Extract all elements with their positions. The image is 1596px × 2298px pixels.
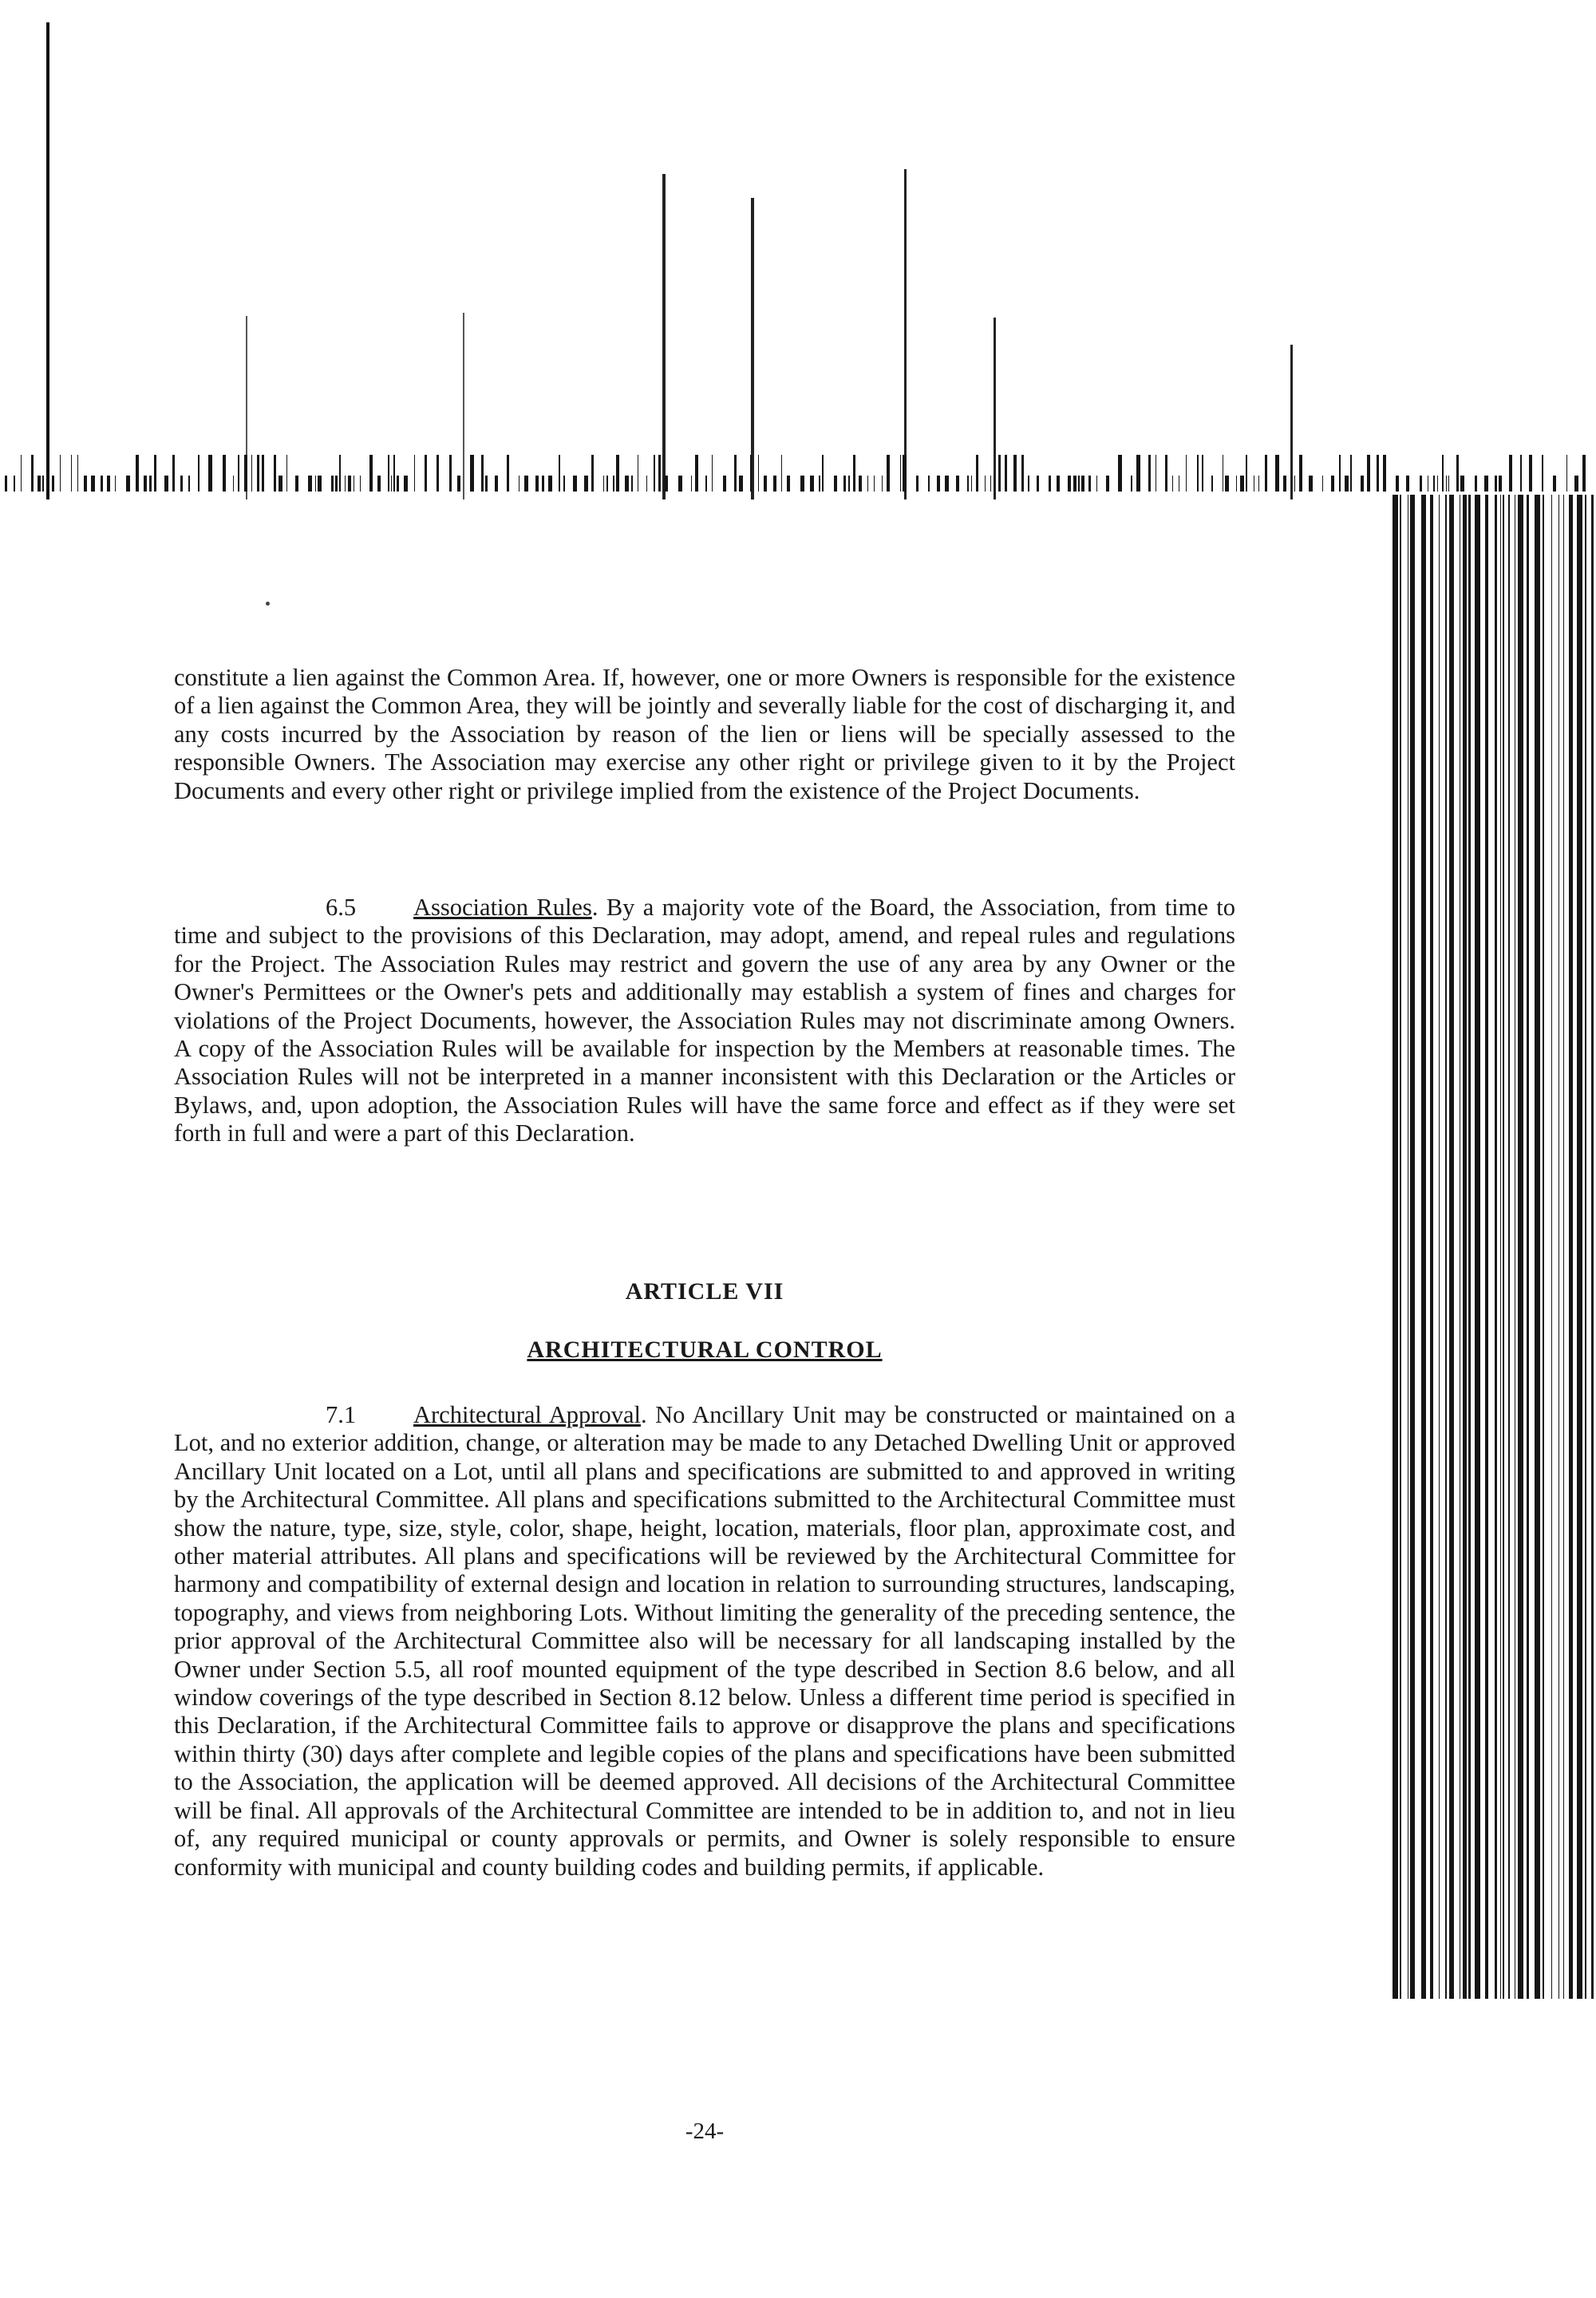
barcode-bar (485, 476, 488, 492)
barcode-bar (1393, 495, 1398, 1999)
barcode-bar (1430, 495, 1433, 1999)
barcode-bar (723, 476, 726, 492)
barcode-bar (208, 455, 212, 492)
barcode-bar (360, 476, 361, 492)
barcode-bar (1448, 476, 1449, 492)
barcode-bar (945, 476, 949, 492)
barcode-bar (481, 455, 484, 492)
barcode-bar (1446, 476, 1447, 492)
barcode-bar (1591, 495, 1594, 1999)
barcode-bar (781, 455, 782, 492)
barcode-bar (903, 455, 907, 492)
barcode-bar (874, 476, 875, 492)
barcode-bar (559, 455, 560, 492)
barcode-bar (1165, 455, 1167, 492)
barcode-bar (1566, 455, 1567, 492)
barcode-bar (1037, 476, 1039, 492)
barcode-bar (348, 476, 351, 492)
barcode-bar (654, 455, 655, 492)
barcode-bar (1535, 495, 1540, 1999)
barcode-bar (678, 476, 682, 492)
barcode-bar (238, 455, 239, 492)
barcode-bar (535, 476, 539, 492)
barcode-bar (172, 455, 175, 492)
barcode-bar (1460, 476, 1464, 492)
barcode-bar (345, 476, 346, 492)
barcode-bar (1400, 495, 1401, 1999)
barcode-bar (495, 476, 498, 492)
barcode-bar (1577, 495, 1582, 1999)
barcode-bar (705, 476, 707, 492)
barcode-bar (274, 455, 276, 492)
barcode-bar (822, 455, 824, 492)
barcode-bar (393, 455, 395, 492)
barcode-bar (563, 476, 565, 492)
barcode-bar (1339, 455, 1341, 492)
continuation-paragraph: constitute a lien against the Common Area. If, however, one or more Owners is responsible for the existence of a lien against the Common Area, they will be jointly and severally liable for the cost of discharging it, and any costs incurred by the Association by reason of the lien or liens will be specially assessed to the responsible Owners. The Association may exercise any other right or privilege given to it by the Project Documents and every other right or privilege implied from the existence of the Project Documents. (174, 664, 1235, 804)
barcode-bar (470, 455, 474, 492)
section-6-5 (174, 894, 1235, 1148)
barcode-bar (734, 455, 737, 492)
barcode-bar (1468, 495, 1471, 1999)
barcode-bar (691, 476, 692, 492)
barcode-bar (971, 476, 972, 492)
barcode-bar (1475, 495, 1480, 1999)
barcode-bar (1377, 455, 1379, 492)
barcode-bar (1543, 495, 1544, 1999)
barcode-bar (887, 455, 890, 492)
barcode-bar (616, 455, 619, 492)
barcode-bar (449, 455, 452, 492)
barcode-bar (149, 476, 152, 492)
barcode-bar (1013, 455, 1017, 492)
barcode-bar (646, 476, 647, 492)
barcode-bar (1258, 476, 1259, 492)
barcode-bar (1350, 455, 1352, 492)
barcode-bar (101, 476, 103, 492)
barcode-bar (1527, 495, 1529, 1999)
barcode-bar (1569, 495, 1573, 1999)
barcode-bar (1078, 476, 1080, 492)
barcode-bar (916, 476, 918, 492)
section-6-5-body: . By a majority vote of the Board, the Association, from time to time and subject to the provisions of this Declaration, may adopt, amend, and repeal rules and regulations for the Project. The Association Rules may restrict and govern the use of any area by any Owner or the Owner's Permittees or the Owner's pets and additionally may establish a system of fines and charges for violations of the Project Documents, however, the Association Rules may not discriminate among Owners. A copy of the Association Rules will be available for inspection by the Members at reasonable times. The Association Rules will not be interpreted in a manner inconsistent with this Declaration or the Articles or Bylaws, and, upon adoption, the Association Rules will have the same force and effect as if they were set forth in full and were a part of this Declaration. (174, 894, 1235, 1147)
section-7-1-body: . No Ancillary Unit may be constructed or maintained on a Lot, and no exterior addition, change, or alteration may be made to any Detached Dwelling Unit or approved Ancillary Unit located on a Lot, until all plans and specifications are submitted to and approved in writing by the Architectural Committee. All plans and specifications submitted to the Architectural Committee must show the nature, type, size, style, color, shape, height, location, materials, floor plan, approximate cost, and other material attributes. All plans and specifications will be reviewed by the Architectural Committee for harmony and compatibility of external design and location in relation to surrounding structures, landscaping, topography, and views from neighboring Lots. Without limiting the generality of the preceding sentence, the prior approval of the Architectural Committee also will be necessary for all landscaping installed by the Owner under Section 5.5, all roof mounted equipment of the type described in Section 8.6 below, and all window coverings of the type described in Section 8.12 below. Unless a different time period is specified in this Declaration, if the Architectural Committee fails to approve or disapprove the plans and specifications within thirty (30) days after complete and legible copies of the plans and specifications have been submitted to the Association, the application will be deemed approved. All decisions of the Architectural Committee will be final. All approvals of the Architectural Committee are intended to be in addition to, and not in lieu of, any required municipal or county approvals or permits, and Owner is solely responsible to ensure conformity with municipal and county building codes and building permits, if applicable. (174, 1401, 1235, 1881)
barcode-bar (223, 455, 226, 492)
barcode-bar (664, 476, 668, 492)
barcode-bar (764, 476, 767, 492)
barcode-bar (1246, 455, 1247, 492)
barcode-bar (1202, 455, 1203, 492)
barcode-bar (279, 476, 282, 492)
article-subtitle: ARCHITECTURAL CONTROL (527, 1337, 883, 1363)
barcode-bar (244, 455, 247, 492)
barcode-bar (1410, 495, 1415, 1999)
barcode-bar (1542, 455, 1543, 492)
barcode-bar (1495, 495, 1497, 1999)
barcode-bar (1574, 476, 1578, 492)
barcode-bar (1508, 495, 1510, 1999)
page-number: -24- (685, 2118, 725, 2144)
barcode-bar (773, 476, 776, 492)
barcode-bar (188, 476, 190, 492)
barcode-bar (1028, 476, 1029, 492)
barcode-bar (21, 455, 22, 492)
barcode-bar (603, 476, 604, 492)
barcode-bar (1383, 455, 1386, 492)
barcode-bar (1283, 476, 1286, 492)
stray-mark (266, 602, 270, 606)
barcode-bar (154, 455, 156, 492)
barcode-bar (257, 455, 259, 492)
barcode-bar (1236, 476, 1237, 492)
barcode-bar (542, 476, 544, 492)
barcode-bar (107, 476, 110, 492)
barcode-bar (1582, 455, 1586, 492)
barcode-bar (1005, 455, 1007, 492)
barcode-bar (136, 455, 139, 492)
barcode-bar (1495, 476, 1497, 492)
barcode-bar (308, 476, 312, 492)
barcode-bar (14, 476, 15, 492)
barcode-bar (1553, 476, 1556, 492)
barcode-bar (1518, 495, 1523, 1999)
barcode-bar (956, 476, 959, 492)
barcode-bar (1172, 476, 1173, 492)
barcode-bar (1442, 455, 1444, 492)
barcode-bar (591, 455, 594, 492)
barcode-bar (1439, 495, 1440, 1999)
barcode-bar (1367, 455, 1370, 492)
barcode-bar (425, 455, 427, 492)
barcode-bar (631, 476, 633, 492)
barcode-bar (584, 476, 588, 492)
barcode-bar (391, 476, 392, 492)
barcode-bar (1503, 495, 1504, 1999)
barcode-bar (613, 476, 614, 492)
barcode-bar (1509, 455, 1512, 492)
barcode-bar (1485, 495, 1488, 1999)
barcode-bar (524, 476, 528, 492)
barcode-bar (1021, 455, 1024, 492)
barcode-bar (834, 476, 837, 492)
barcode-bar (198, 455, 200, 492)
barcode-bar (5, 476, 7, 492)
barcode-bar (739, 476, 743, 492)
barcode-bar (1225, 476, 1229, 492)
barcode-bar (233, 476, 234, 492)
barcode-bar (1475, 476, 1477, 492)
barcode-bar (625, 476, 629, 492)
barcode-bar (998, 455, 1001, 492)
barcode-bar (126, 476, 130, 492)
barcode-bar (331, 476, 334, 492)
barcode-bar (77, 455, 78, 492)
article-title: ARTICLE VII (625, 1278, 784, 1305)
barcode-bar (1136, 455, 1140, 492)
barcode-bar (397, 476, 399, 492)
barcode-bar (295, 476, 298, 492)
barcode-bar (1186, 455, 1187, 492)
section-7-1-number: 7.1 (326, 1401, 357, 1428)
barcode-bar (1433, 476, 1435, 492)
barcode-bar (1096, 476, 1097, 492)
barcode-bar (377, 476, 381, 492)
barcode-bar (437, 455, 439, 492)
barcode-bar (859, 476, 862, 492)
barcode-bar (990, 476, 991, 492)
barcode-bar (1265, 455, 1267, 492)
section-7-1 (174, 1401, 1235, 1881)
barcode-bar (573, 476, 577, 492)
barcode-bar (457, 476, 460, 492)
barcode-bar (1118, 455, 1122, 492)
barcode-bar (414, 455, 415, 492)
barcode-bar (507, 455, 509, 492)
barcode-bar (1558, 495, 1559, 1999)
barcode-bar (1197, 455, 1199, 492)
barcode-bar (976, 455, 978, 492)
barcode-bar (1345, 476, 1349, 492)
barcode-bar (882, 476, 883, 492)
barcode-bar (1420, 476, 1422, 492)
barcode-bar (800, 476, 804, 492)
barcode-bar (115, 476, 116, 492)
barcode-bar (1294, 476, 1295, 492)
barcode-bar (60, 455, 61, 492)
barcode-bar (1275, 455, 1279, 492)
barcode-bar (1211, 476, 1213, 492)
barcode-bar (91, 476, 95, 492)
barcode-bar (1406, 476, 1409, 492)
barcode-bar (1529, 455, 1532, 492)
barcode-bar (339, 455, 341, 492)
barcode-bar (658, 455, 661, 492)
barcode-bar (369, 455, 373, 492)
barcode-bar (1309, 476, 1313, 492)
barcode-bar (286, 455, 287, 492)
barcode-bar (71, 455, 72, 492)
barcode-bar (52, 476, 54, 492)
barcode-bar (262, 455, 264, 492)
barcode-bar (1049, 476, 1051, 492)
barcode-bar (810, 476, 814, 492)
barcode-bar (787, 476, 790, 492)
barcode-bar (404, 476, 408, 492)
barcode-bar (1073, 476, 1077, 492)
barcode-bar (1322, 476, 1323, 492)
barcode-bar (1331, 476, 1334, 492)
barcode-bar (900, 455, 901, 492)
barcode-bar (1499, 476, 1502, 492)
barcode-bar (1437, 476, 1438, 492)
barcode-bar (388, 455, 389, 492)
barcode-bar (84, 476, 87, 492)
barcode-bar (758, 455, 759, 492)
barcode-bar (985, 476, 986, 492)
barcode-bar (1361, 476, 1364, 492)
barcode-bar (750, 455, 752, 492)
barcode-bar (315, 476, 316, 492)
barcode-bar (1421, 495, 1426, 1999)
barcode-bar (819, 476, 820, 492)
barcode-bar (606, 476, 608, 492)
barcode-bar (335, 476, 338, 492)
barcode-bar (1585, 495, 1586, 1999)
barcode-bar (695, 455, 698, 492)
barcode-bar (1551, 495, 1552, 1999)
barcode-bar (1068, 476, 1071, 492)
barcode-bar (1106, 476, 1109, 492)
barcode-bar (1456, 455, 1459, 492)
barcode-bar (1148, 455, 1151, 492)
barcode-bar (318, 476, 322, 492)
barcode-bar (180, 476, 183, 492)
barcode-bar (1463, 495, 1467, 1999)
barcode-bar (38, 476, 41, 492)
barcode-bar (31, 455, 34, 492)
barcode-bar (1131, 476, 1132, 492)
barcode-bar (1449, 495, 1454, 1999)
barcode-bar (1484, 476, 1488, 492)
section-6-5-number: 6.5 (326, 894, 357, 921)
barcode-bar (144, 476, 147, 492)
barcode-bar (967, 476, 969, 492)
barcode-bar (712, 455, 713, 492)
barcode-bar (1081, 476, 1084, 492)
barcode-bar (937, 476, 940, 492)
barcode-bar (164, 476, 168, 492)
barcode-bar (1445, 495, 1447, 1999)
barcode-bar (1299, 455, 1302, 492)
barcode-bar (853, 455, 855, 492)
barcode-bar (1563, 495, 1564, 1999)
barcode-bar (843, 476, 846, 492)
barcode-bar (928, 476, 930, 492)
barcode-bar (1088, 476, 1091, 492)
barcode-bar (867, 476, 868, 492)
barcode-bar (1500, 495, 1501, 1999)
barcode-bar (1057, 476, 1060, 492)
section-6-5-heading: Association Rules (413, 894, 592, 921)
barcode-bar (1240, 476, 1244, 492)
section-7-1-heading: Architectural Approval (413, 1401, 641, 1428)
barcode-bar (42, 476, 44, 492)
barcode-bar (548, 476, 552, 492)
barcode-bar (1396, 476, 1399, 492)
barcode-bar (848, 476, 850, 492)
barcode-bar (1520, 455, 1522, 492)
barcode-bar (251, 455, 252, 492)
